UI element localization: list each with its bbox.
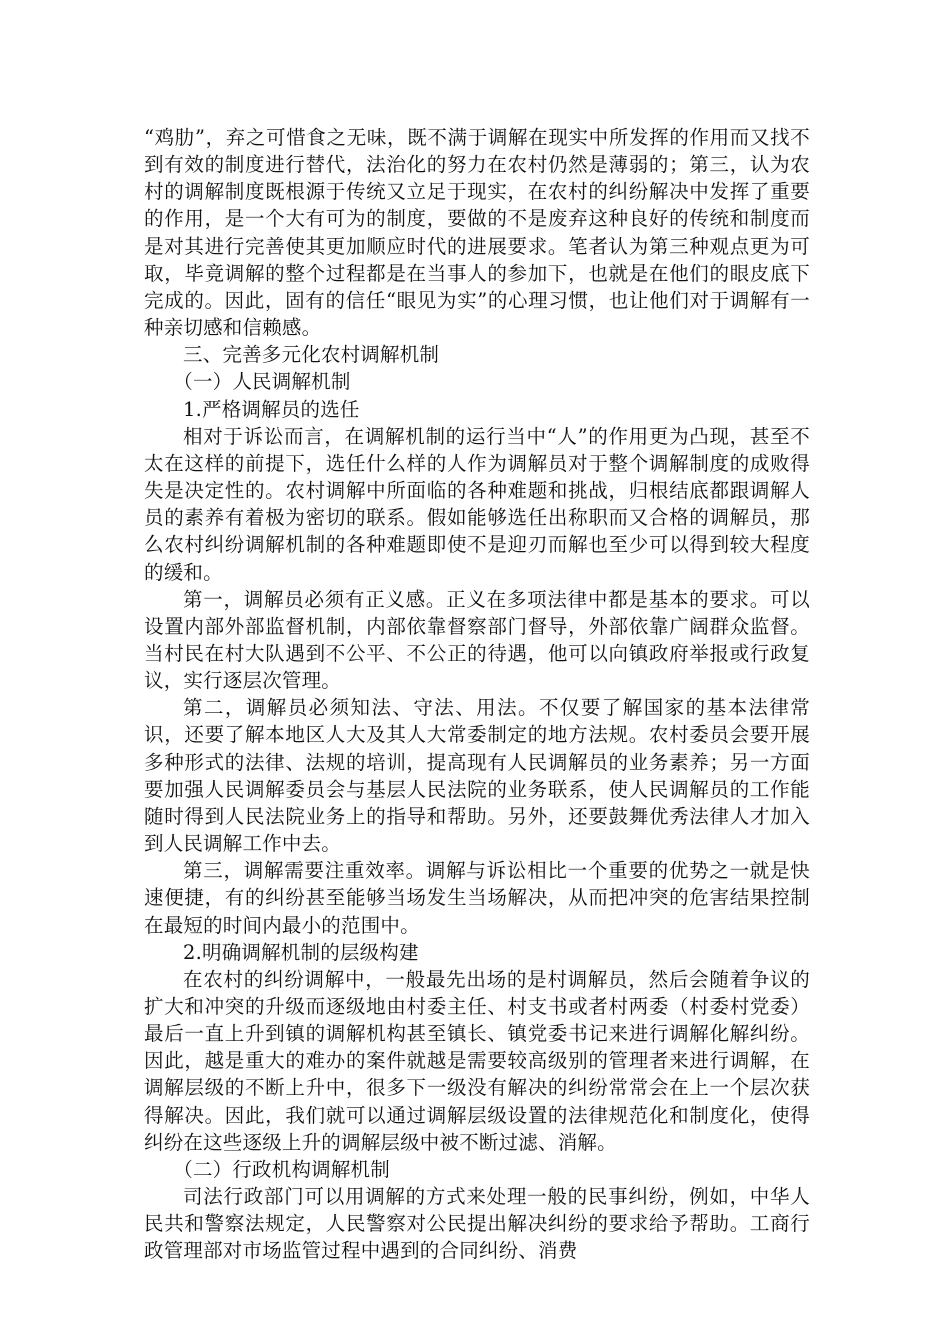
paragraph-mediator-role: 相对于诉讼而言，在调解机制的运行当中“人”的作用更为凸现，甚至不太在这样的前提下，选任什么样的人作为调解员对于整个调解制度的成败得失是决定性的。农村调解中所面临的各种难题和挑战，归根结底都跟调解人员的素养有着极为密切的联系。假如能够选任出称职而又合格的调解员，那么农村纠纷调解机制的各种难题即使不是迎刃而解也至少可以得到较大程度的缓和。 (144, 424, 810, 584)
paragraph-continuation: “鸡肋”，弃之可惜食之无味，既不满于调解在现实中所发挥的作用而又找不到有效的制度进行替代，法治化的努力在农村仍然是薄弱的；第三，认为农村的调解制度既根源于传统又立足于现实，在农村的纠纷解决中发挥了重要的作用，是一个大有可为的制度，要做的不是废弃这种良好的传统和制度而是对其进行完善使其更加顺应时代的进展要求。笔者认为第三种观点更为可取，毕竟调解的整个过程都是在当事人的参加下，也就是在他们的眼皮底下完成的。因此，固有的信任“眼见为实”的心理习惯，也让他们对于调解有一种亲切感和信赖感。 (144, 126, 810, 340)
paragraph-second-law: 第二，调解员必须知法、守法、用法。不仅要了解国家的基本法律常识，还要了解本地区人大及其人大常委制定的地方法规。农村委员会要开展多种形式的法律、法规的培训，提高现有人民调解员的业务素养；另一方面要加强人民调解委员会与基层人民法院的业务联系，使人民调解员的工作能随时得到人民法院业务上的指导和帮助。另外，还要鼓舞优秀法律人才加入到人民调解工作中去。 (144, 696, 810, 856)
paragraph-administrative: 司法行政部门可以用调解的方式来处理一般的民事纠纷，例如，中华人民共和警察法规定，人民警察对公民提出解决纠纷的要求给予帮助。工商行政管理部对市场监管过程中遇到的合同纠纷、消费 (144, 1185, 810, 1263)
subsection-heading-people-mediation: （一）人民调解机制 (173, 370, 351, 394)
item-heading-hierarchy: 2.明确调解机制的层级构建 (183, 940, 419, 964)
paragraph-third-efficiency: 第三，调解需要注重效率。调解与诉讼相比一个重要的优势之一就是快速便捷，有的纠纷甚至能够当场发生当场解决，从而把冲突的危害结果控制在最短的时间内最小的范围中。 (144, 859, 810, 937)
document-body (144, 124, 810, 1265)
subsection-heading-administrative-mediation: （二）行政机构调解机制 (173, 1157, 390, 1181)
item-heading-mediator-selection: 1.严格调解员的选任 (183, 397, 360, 421)
paragraph-hierarchy: 在农村的纠纷调解中，一般最先出场的是村调解员，然后会随着争议的扩大和冲突的升级而逐级地由村委主任、村支书或者村两委（村委村党委）最后一直上升到镇的调解机构甚至镇长、镇党委书记来进行调解化解纠纷。因此，越是重大的难办的案件就越是需要较高级别的管理者来进行调解，在调解层级的不断上升中，很多下一级没有解决的纠纷常常会在上一个层次获得解决。因此，我们就可以通过调解层级设置的法律规范化和制度化，使得纠纷在这些逐级上升的调解层级中被不断过滤、消解。 (144, 967, 810, 1154)
section-heading-three: 三、完善多元化农村调解机制 (183, 343, 440, 367)
paragraph-first-justice: 第一，调解员必须有正义感。正义在多项法律中都是基本的要求。可以设置内部外部监督机制，内部依靠督察部门督导，外部依靠广阔群众监督。当村民在村大队遇到不公平、不公正的待遇，他可以向镇政府举报或行政复议，实行逐层次管理。 (144, 587, 810, 693)
